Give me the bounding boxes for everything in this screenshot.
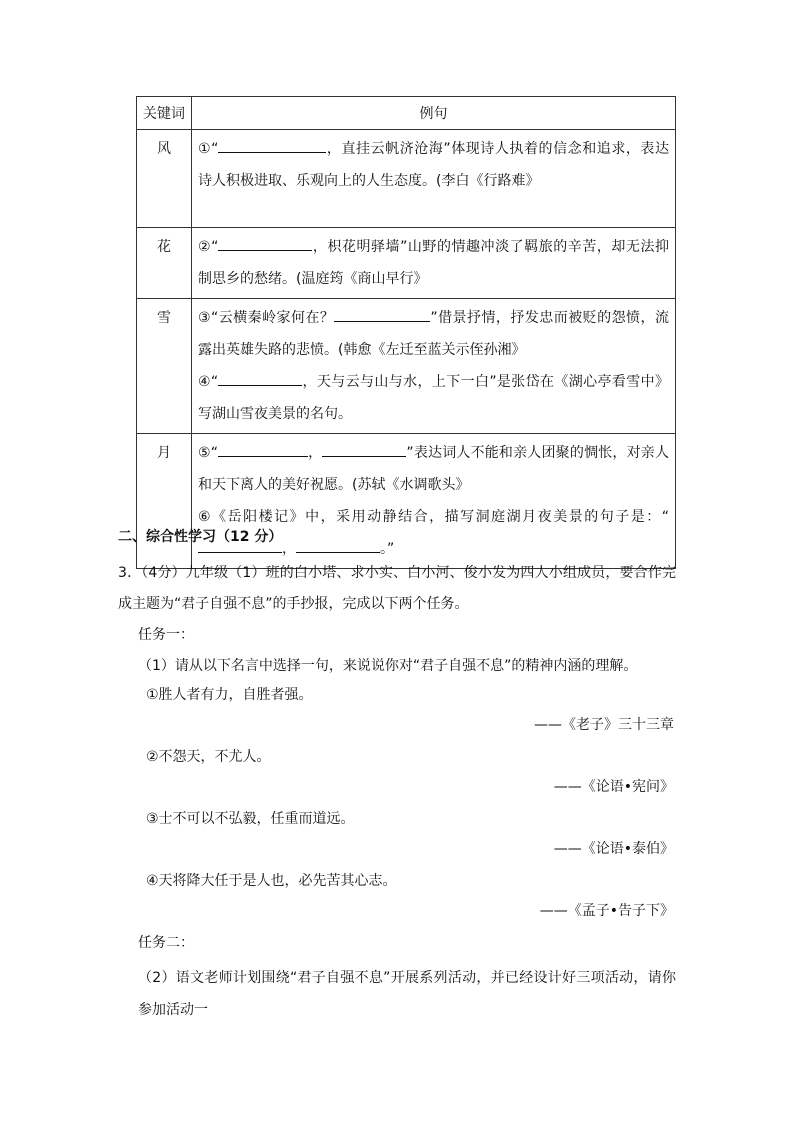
fill-blank[interactable]	[218, 438, 308, 457]
quote-2-source: ——《论语•宪问》	[553, 779, 674, 795]
fill-blank[interactable]	[218, 134, 326, 153]
example-line: ④“ ，天与云与山与水，上下一白”是张岱在《湖心亭看雪中》写湖山雪夜美景的名句。	[198, 366, 669, 430]
keyword-cell: 风	[137, 130, 192, 228]
quote-3-source: ——《论语•泰伯》	[553, 841, 674, 857]
question-3	[118, 558, 676, 682]
quote-1: ①胜人者有力，自胜者强。	[146, 687, 313, 703]
quote-3: ③士不可以不弘毅，任重而道远。	[146, 811, 355, 827]
header-keyword: 关键词	[137, 97, 192, 130]
table-row-flower	[137, 228, 676, 299]
fill-blank[interactable]	[218, 232, 312, 251]
header-example: 例句	[192, 97, 676, 130]
example-line: ⑤“ ， ”表达词人不能和亲人团聚的惆怅，对亲人和天下离人的美好祝愿。(苏轼《水调歌头》	[198, 437, 669, 501]
example-line: ⑥《岳阳楼记》中，采用动静结合，描写洞庭湖月夜美景的句子是：“， 。”	[198, 509, 669, 557]
section-title: 二、综合性学习（12 分）	[118, 529, 283, 545]
sub-question-1: （1）请从以下名言中选择一句，来说说你对“君子自强不息”的精神内涵的理解。	[138, 658, 638, 674]
quote-4-source: ——《孟子•告子下》	[539, 903, 674, 919]
fill-blank[interactable]	[334, 303, 430, 322]
example-line: ②“ ，枳花明驿墙”山野的情趣冲淡了羁旅的辛苦，却无法抑制思乡的愁绪。(温庭筠《商山早行》	[198, 231, 669, 295]
fill-blank[interactable]	[322, 438, 406, 457]
keyword-cell: 雪	[137, 299, 192, 434]
fill-blank[interactable]	[218, 367, 302, 386]
table-header-row	[137, 97, 676, 130]
example-line: ③“云横秦岭家何在？ ”借景抒情，抒发忠而被贬的怨愤，流露出英雄失路的悲愤。(韩愈《左迁至蓝关示侄孙湘》	[198, 302, 669, 366]
task-2-label: 任务二：	[138, 935, 194, 951]
quote-4: ④天将降大任于是人也，必先苦其心志。	[146, 873, 397, 889]
keyword-cell: 花	[137, 228, 192, 299]
task-1-label: 任务一：	[138, 627, 194, 643]
question-stem: 3．（4分）九年级（1）班的白小塔、求小实、白小河、俊小发为四人小组成员，要合作完成主题为“君子自强不息”的手抄报，完成以下两个任务。	[118, 565, 676, 612]
sub-question-2: （2）语文老师计划围绕“君子自强不息”开展系列活动，并已经设计好三项活动，请你参加活动一	[138, 970, 676, 1018]
fill-blank[interactable]	[296, 534, 380, 553]
example-cell	[192, 434, 676, 569]
quote-1-source: ——《老子》三十三章	[534, 717, 674, 733]
keyword-table	[136, 96, 676, 569]
table-row-snow	[137, 299, 676, 434]
example-cell	[192, 299, 676, 434]
keyword-cell: 月	[137, 434, 192, 569]
example-cell	[192, 130, 676, 228]
example-line: ①“ ，直挂云帆济沧海”体现诗人执着的信念和追求，表达诗人积极进取、乐观向上的人生态度。(李白《行路难》	[198, 133, 669, 197]
table-row-moon	[137, 434, 676, 569]
quote-2: ②不怨天，不尤人。	[146, 749, 271, 765]
table-row-wind	[137, 130, 676, 228]
example-cell	[192, 228, 676, 299]
